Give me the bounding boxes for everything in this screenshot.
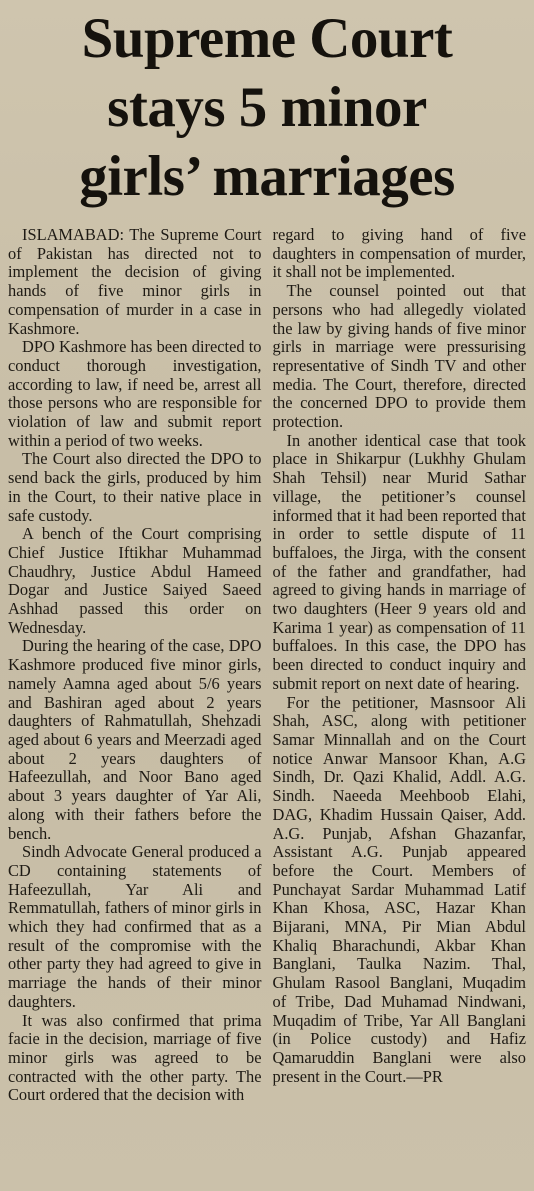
- paragraph: The counsel pointed out that persons who had allegedly violated the law by giving hands of five minor girls in marriage were pressurising representative of Sindh TV and other media. The Court, therefore, directed the concerned DPO to provide them protection.: [272, 281, 526, 432]
- paragraph: For the petitioner, Masnsoor Ali Shah, ASC, along with petitioner Samar Minnallah and on the Court notice Anwar Mansoor Khan, A.G Sindh, Dr. Qazi Khalid, Addl. A.G. Sindh. Naeeda Meehboob Elahi, DAG, Khadim Hussain Qaiser, Add. A.G. Punjab, Afshan Ghazanfar, Assistant A.G. Punjab appeared before the Court. Members of Punchayat Sardar Muhammad Latif Khan Khosa, ASC, Hazar Khan Bijarani, MNA, Pir Mian Abdul Khaliq Bharachundi, Akbar Khan Banglani, Taulka Nazim. Thal, Ghulam Rasool Banglani, Muqadim of Tribe, Dad Muhamad Nindwani, Muqadim of Tribe, Yar All Banglani (in Police custody) and Hafiz Qamaruddin Banglani were also present in the Court.—PR: [272, 692, 526, 1086]
- paragraph: The Court also directed the DPO to send back the girls, produced by him in the Court, to their native place in safe custody.: [8, 449, 262, 525]
- column-right: [273, 226, 527, 1191]
- article-body: [8, 226, 526, 1191]
- headline: [10, 4, 524, 211]
- paragraph: ISLAMABAD: The Supreme Court of Pakistan has directed not to implement the decision of giving hands of five minor girls in compensation of murder in a case in Kashmore.: [8, 226, 262, 338]
- paragraph: It was also confirmed that prima facie in the decision, marriage of five minor girls was agreed to be contracted with the other party. The Court ordered that the decision with: [8, 1010, 262, 1105]
- headline-line-2: stays 5 minor: [107, 76, 427, 139]
- paragraph: Sindh Advocate General produced a CD containing statements of Hafeezullah, Yar Ali and Remmatullah, fathers of minor girls in which they had confirmed that as a result of the compromise with the other party they had agreed to give in marriage the hands of their minor daughters.: [8, 842, 262, 1011]
- paragraph-continued: regard to giving hand of five daughters in compensation of murder, it shall not be implemented.: [272, 226, 526, 282]
- paragraph: A bench of the Court comprising Chief Justice Iftikhar Muhammad Chaudhry, Justice Abdul Hameed Dogar and Justice Saiyed Saeed Ashhad passed this order on Wednesday.: [8, 524, 262, 637]
- headline-line-1: Supreme Court: [81, 7, 453, 70]
- paragraph: In another identical case that took place in Shikarpur (Lukhhy Ghulam Shah Tehsil) near Murid Sathar village, the petitioner’s counsel informed that it had been reported that in order to settle dispute of 11 buffaloes, the Jirga, with the consent of the father and grandfather, had agreed to giving hands in marriage of two daughters (Heer 9 years old and Karima 1 year) as compensation of 11 buffaloes. In this case, the DPO has been directed to conduct inquiry and submit report on next date of hearing.: [272, 430, 526, 693]
- column-left: [8, 226, 262, 1191]
- headline-line-3: girls’ marriages: [79, 145, 455, 208]
- paragraph: During the hearing of the case, DPO Kashmore produced five minor girls, namely Aamna aged about 5/6 years and Bashiran aged about 2 years daughters of Rahmatullah, Shehzadi aged about 6 years and Meerzadi aged about 2 years daughters of Hafeezullah, and Noor Bano aged about 3 years daughter of Yar Ali, along with their fathers before the bench.: [8, 636, 262, 843]
- paragraph: DPO Kashmore has been directed to conduct thorough investigation, according to law, if need be, arrest all those persons who are responsible for violation of law and submit report within a period of two weeks.: [8, 337, 262, 450]
